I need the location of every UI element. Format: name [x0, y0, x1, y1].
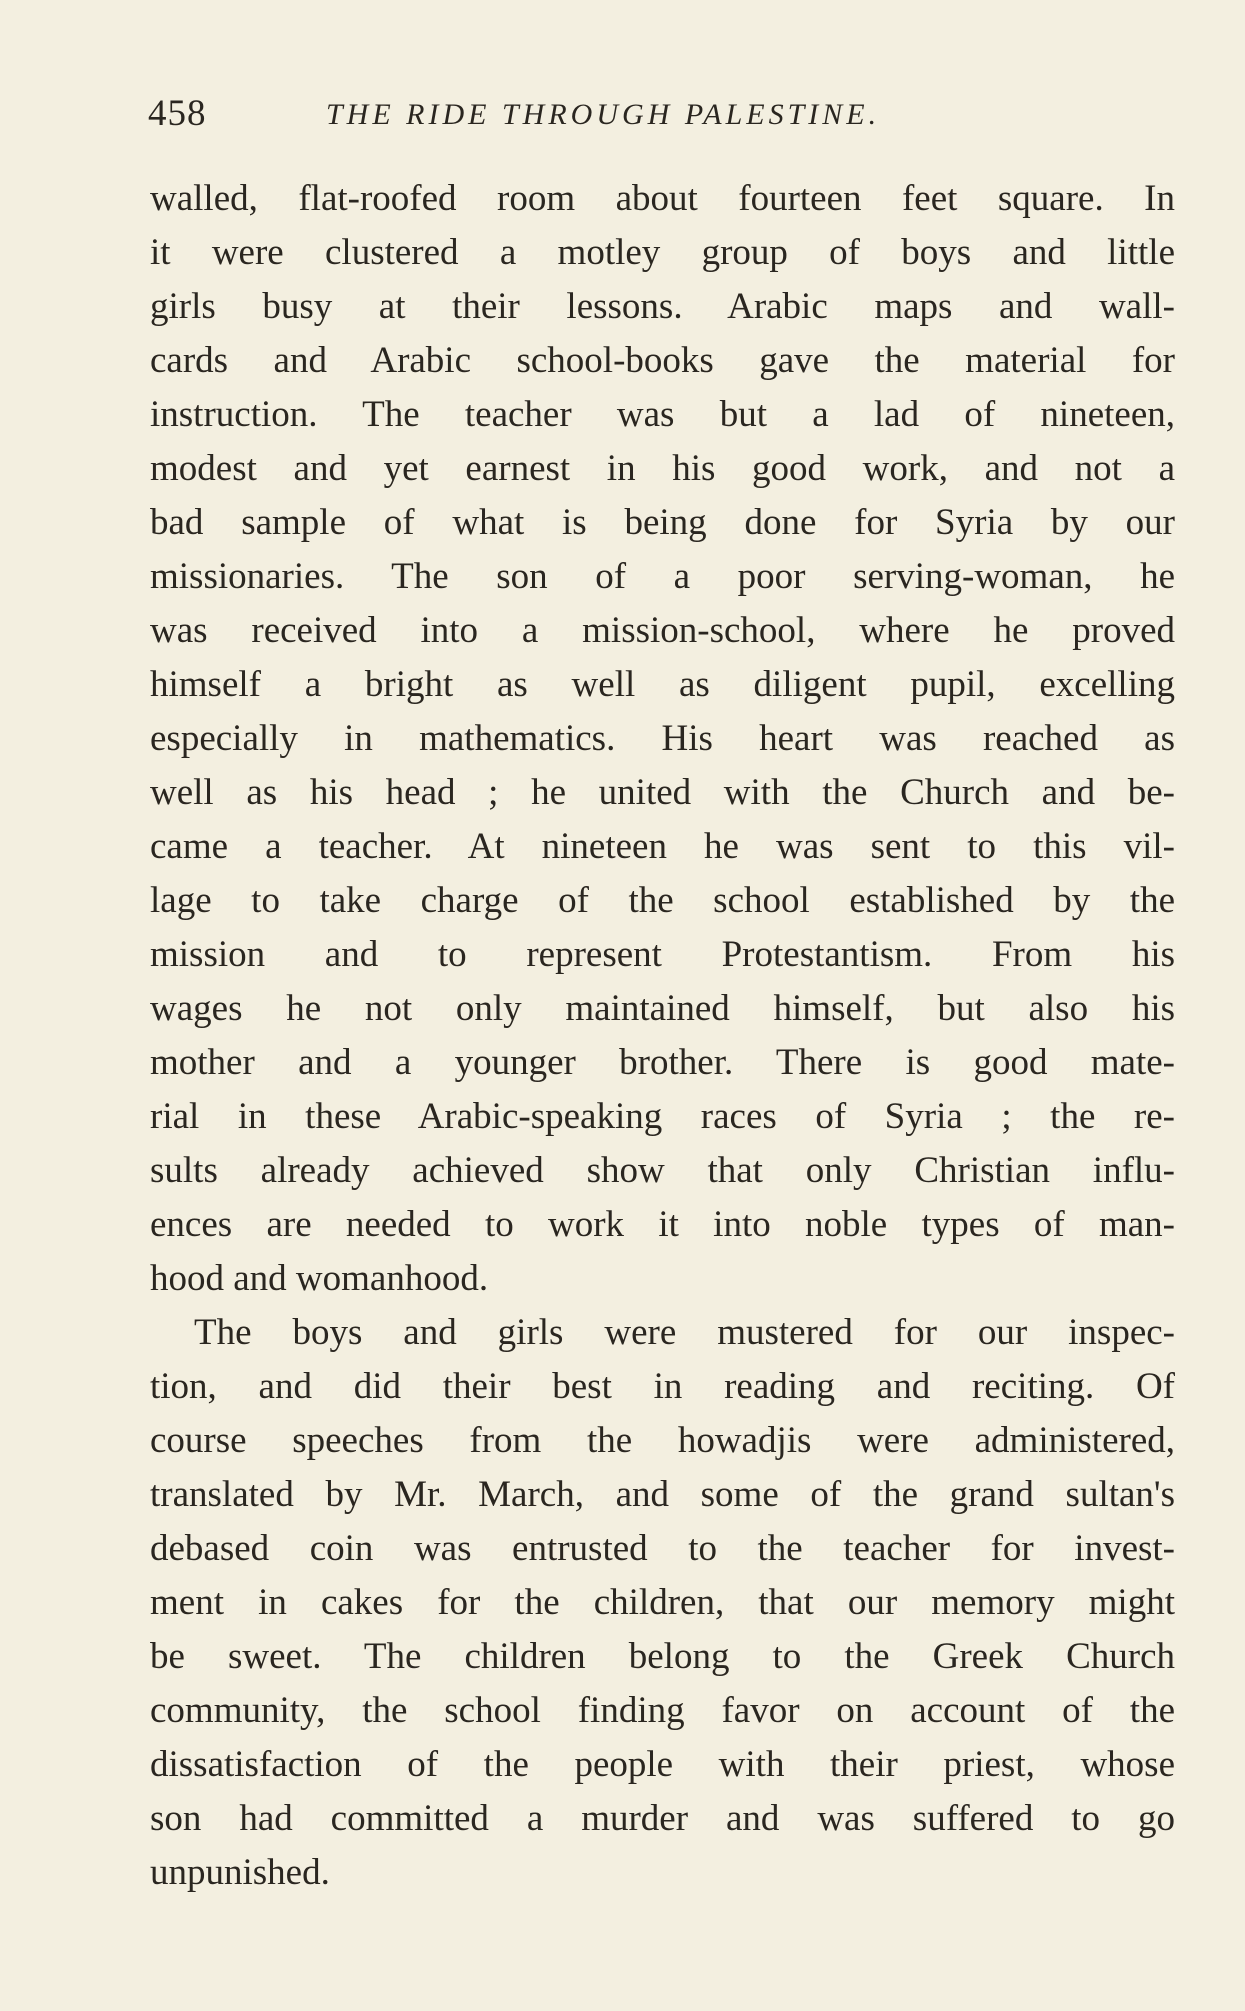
text-line: was received into a mission-school, where he proved — [150, 610, 1175, 651]
paragraph-end-line: unpunished. — [150, 1852, 330, 1893]
text-line: wages he not only maintained himself, but also his — [150, 988, 1175, 1029]
text-line: missionaries. The son of a poor serving-woman, he — [150, 556, 1175, 597]
text-line: son had committed a murder and was suffered to go — [150, 1798, 1175, 1839]
text-line: well as his head ; he united with the Church and be- — [150, 772, 1175, 813]
text-line: lage to take charge of the school established by the — [150, 880, 1175, 921]
body-text — [150, 172, 1175, 1900]
text-line: debased coin was entrusted to the teacher for invest- — [150, 1528, 1175, 1569]
text-line: bad sample of what is being done for Syria by our — [150, 502, 1175, 543]
text-line: community, the school finding favor on account of the — [150, 1690, 1175, 1731]
text-line: mother and a younger brother. There is good mate- — [150, 1042, 1175, 1083]
text-line: came a teacher. At nineteen he was sent to this vil- — [150, 826, 1175, 867]
paragraph-end-line: hood and womanhood. — [150, 1258, 489, 1299]
text-line: course speeches from the howadjis were administered, — [150, 1420, 1175, 1461]
text-line: rial in these Arabic-speaking races of Syria ; the re- — [150, 1096, 1175, 1137]
paragraph-start-line: The boys and girls were mustered for our inspec- — [194, 1312, 1175, 1353]
text-line: especially in mathematics. His heart was reached as — [150, 718, 1175, 759]
text-line: ment in cakes for the children, that our memory might — [150, 1582, 1175, 1623]
text-line: instruction. The teacher was but a lad of nineteen, — [150, 394, 1175, 435]
text-line: it were clustered a motley group of boys and little — [150, 232, 1175, 273]
text-line: translated by Mr. March, and some of the grand sultan's — [150, 1474, 1175, 1515]
running-head: THE RIDE THROUGH PALESTINE. — [326, 98, 881, 131]
text-line: himself a bright as well as diligent pupil, excelling — [150, 664, 1175, 705]
text-line: mission and to represent Protestantism. From his — [150, 934, 1175, 975]
page-number: 458 — [148, 93, 207, 134]
text-line: cards and Arabic school-books gave the material for — [150, 340, 1175, 381]
text-line: ences are needed to work it into noble types of man- — [150, 1204, 1175, 1245]
text-line: tion, and did their best in reading and reciting. Of — [150, 1366, 1175, 1407]
text-line: girls busy at their lessons. Arabic maps and wall- — [150, 286, 1175, 327]
text-line: modest and yet earnest in his good work, and not a — [150, 448, 1175, 489]
text-line: dissatisfaction of the people with their priest, whose — [150, 1744, 1175, 1785]
text-line: sults already achieved show that only Christian influ- — [150, 1150, 1175, 1191]
page-header — [148, 92, 1178, 142]
text-line: be sweet. The children belong to the Greek Church — [150, 1636, 1175, 1677]
text-line: walled, flat-roofed room about fourteen feet square. In — [150, 178, 1175, 219]
